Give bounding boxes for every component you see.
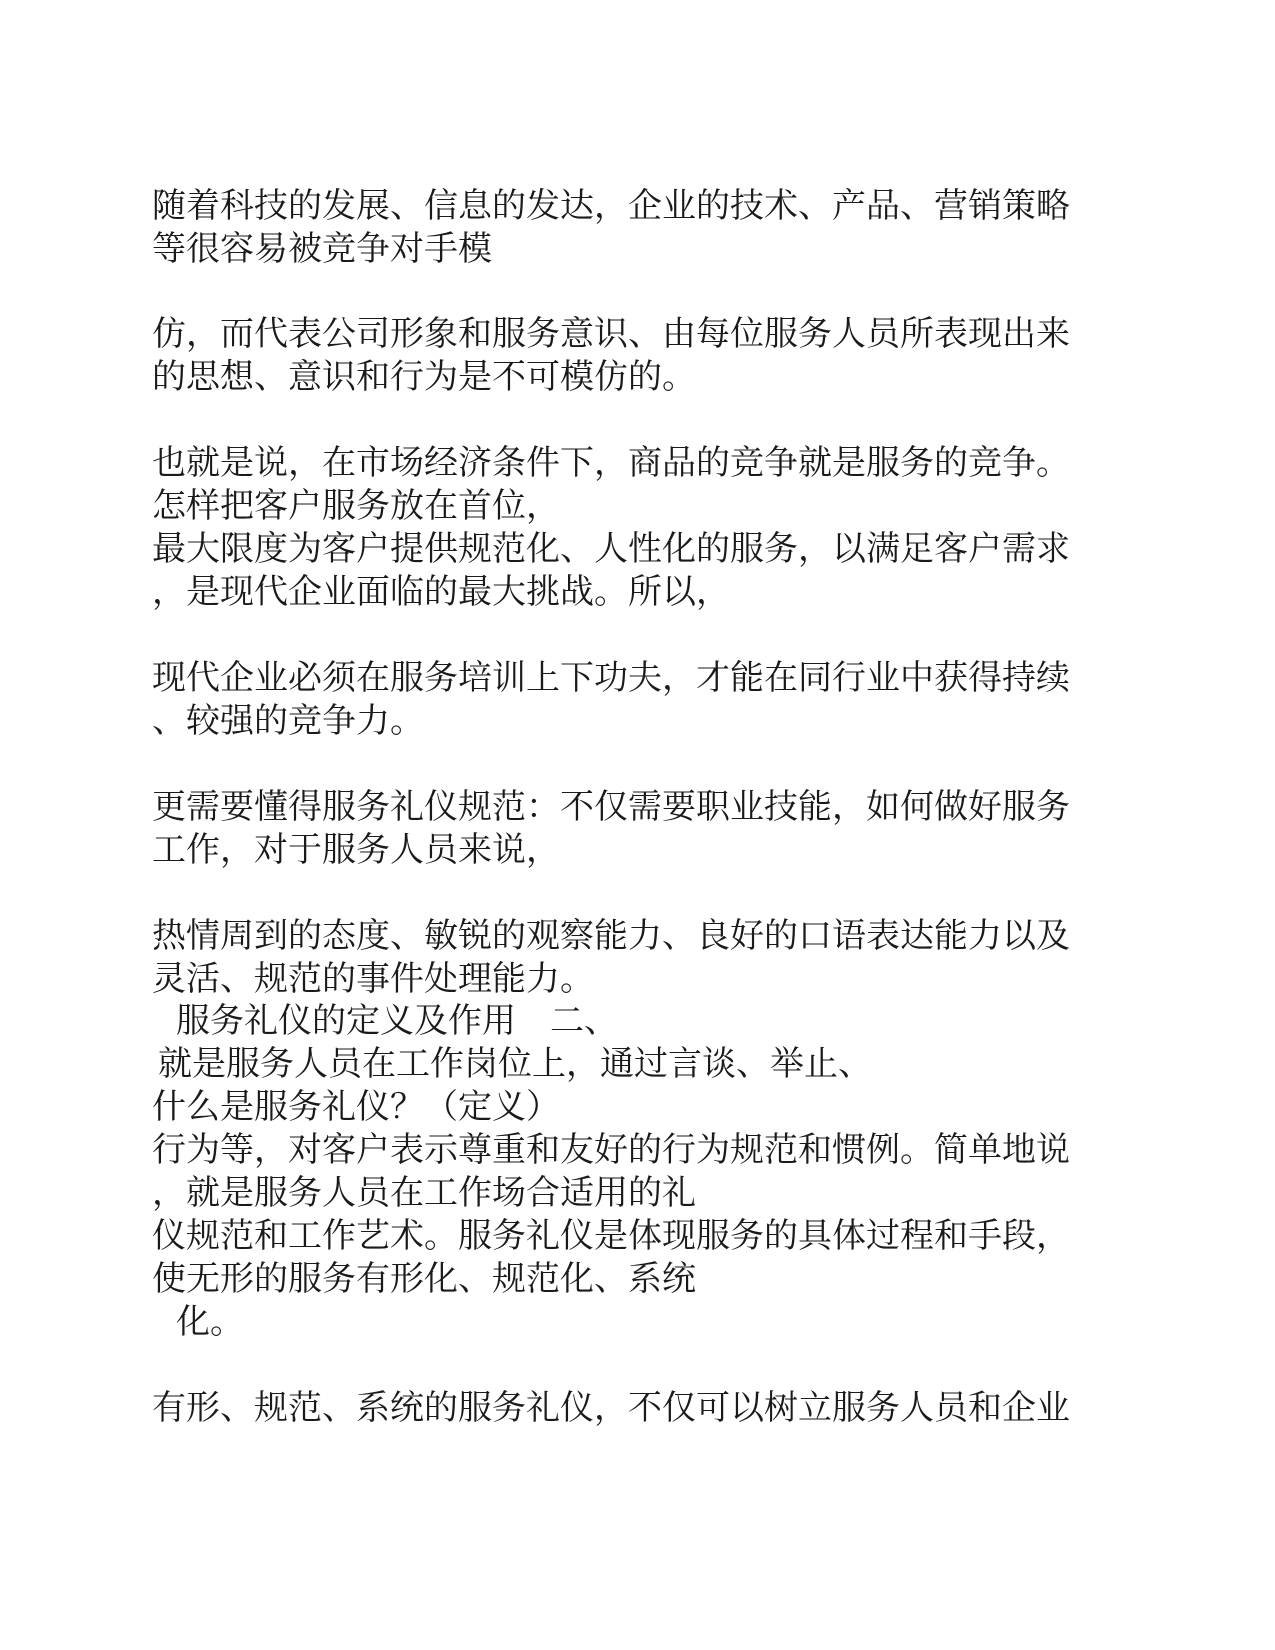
text-line: ，就是服务人员在工作场合适用的礼 (152, 1173, 696, 1213)
text-line: 有形、规范、系统的服务礼仪，不仅可以树立服务人员和企业 (152, 1388, 1070, 1428)
text-line: 就是服务人员在工作岗位上，通过言谈、举止、 (158, 1044, 872, 1084)
text-line: ，是现代企业面临的最大挑战。所以， (152, 572, 730, 612)
text-line: 现代企业必须在服务培训上下功夫，才能在同行业中获得持续 (152, 658, 1070, 698)
text-line: 等很容易被竞争对手模 (152, 229, 492, 269)
text-line: 怎样把客户服务放在首位， (152, 486, 560, 526)
text-line: 化。 (176, 1302, 244, 1342)
text-line: 什么是服务礼仪？（定义） (152, 1087, 560, 1127)
text-line: 更需要懂得服务礼仪规范：不仅需要职业技能，如何做好服务 (152, 787, 1070, 827)
text-line: 热情周到的态度、敏锐的观察能力、良好的口语表达能力以及 (152, 916, 1070, 956)
text-line: 仪规范和工作艺术。服务礼仪是体现服务的具体过程和手段， (152, 1216, 1070, 1256)
text-line: 、较强的竞争力。 (152, 701, 424, 741)
text-line: 灵活、规范的事件处理能力。 (152, 959, 594, 999)
text-line: 随着科技的发展、信息的发达，企业的技术、产品、营销策略 (152, 186, 1070, 226)
text-line: 的思想、意识和行为是不可模仿的。 (152, 357, 696, 397)
text-line: 工作，对于服务人员来说， (152, 830, 560, 870)
text-line: 最大限度为客户提供规范化、人性化的服务，以满足客户需求 (152, 529, 1070, 569)
text-line: 仿，而代表公司形象和服务意识、由每位服务人员所表现出来 (152, 314, 1070, 354)
text-line: 行为等，对客户表示尊重和友好的行为规范和惯例。简单地说 (152, 1130, 1070, 1170)
section-heading: 服务礼仪的定义及作用 二、 (176, 1001, 618, 1041)
text-line: 使无形的服务有形化、规范化、系统 (152, 1259, 696, 1299)
text-line: 也就是说，在市场经济条件下，商品的竞争就是服务的竞争。 (152, 443, 1070, 483)
